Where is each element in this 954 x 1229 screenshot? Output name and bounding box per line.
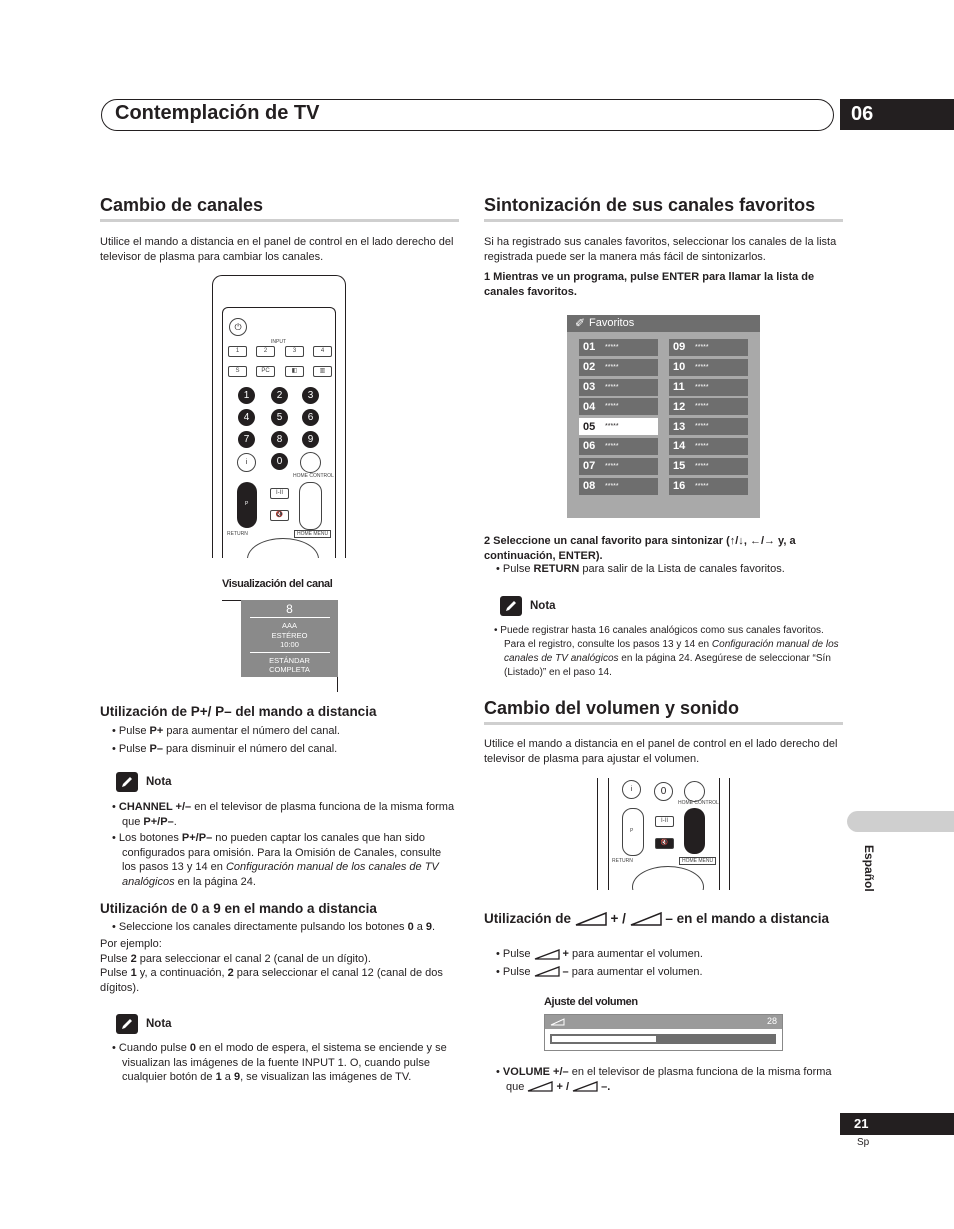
note-2-bullets: • Cuando pulse 0 en el modo de espera, el sistema se enciende y se visualizan las imágenes de la fuente INPUT 1. O, cuando pulse cualquier botón de 1 a 9, se visualizan las imágenes de TV. <box>112 1042 447 1083</box>
favorite-channel-name: ***** <box>605 482 619 490</box>
s-button[interactable]: S <box>228 366 247 377</box>
input-button-4[interactable]: 4 <box>313 346 332 357</box>
favorite-channel-item[interactable] <box>579 438 658 455</box>
page-language: Sp <box>857 1137 870 1148</box>
return-label: RETURN <box>612 858 633 864</box>
volume-icon <box>527 1081 553 1092</box>
remote-control-volume-illustration <box>597 778 730 890</box>
channel-display-line4: ESTÁNDAR <box>269 655 310 665</box>
favorite-channel-name: ***** <box>695 423 709 431</box>
intro-favoritos: Si ha registrado sus canales favoritos, seleccionar los canales de la lista registrada puede ser la manera más fácil de sintonizarlos. <box>484 236 837 263</box>
section-title-favoritos: Sintonización de sus canales favoritos <box>484 195 816 215</box>
volume-display-header <box>545 1015 782 1029</box>
home-control-label: HOME CONTROL <box>293 473 334 479</box>
volume-caption: Ajuste del volumen <box>544 996 638 1008</box>
volume-note: • VOLUME +/– en el televisor de plasma funciona de la misma forma que + / –. <box>496 1066 832 1093</box>
channel-display-line3: 10:00 <box>250 640 330 653</box>
channel-display-caption: Visualización del canal <box>222 578 333 590</box>
chapter-number: 06 <box>840 99 954 130</box>
power-icon[interactable]: ⏻ <box>229 318 247 336</box>
favorite-channel-name: ***** <box>605 443 619 450</box>
number-button-8[interactable]: 8 <box>271 431 288 448</box>
number-button-5[interactable]: 5 <box>271 409 288 426</box>
favorite-channel-number: 10 <box>673 361 686 374</box>
bullet-0-9: • Seleccione los canales directamente pulsando los botones 0 a 9. <box>112 921 436 933</box>
screen-mode-icon[interactable]: ◧ <box>285 366 304 377</box>
number-button-2[interactable]: 2 <box>271 387 288 404</box>
step-2-bullet: • Pulse RETURN para salir de la Lista de canales favoritos. <box>496 563 785 575</box>
volume-icon <box>572 1081 598 1092</box>
volume-fill <box>552 1036 656 1042</box>
page-number: 21 <box>840 1113 954 1135</box>
favorite-channel-item[interactable] <box>669 398 748 415</box>
volume-icon <box>575 912 607 926</box>
return-label: RETURN <box>227 531 248 537</box>
volume-track <box>550 1034 776 1044</box>
section-title-cambio-canales: Cambio de canales <box>100 195 264 215</box>
favorite-channel-number: 05 <box>583 420 596 433</box>
favorite-channel-item[interactable] <box>669 418 748 435</box>
favorite-channel-item[interactable] <box>579 359 658 376</box>
favorite-channel-name: ***** <box>695 443 709 450</box>
favorite-channel-item[interactable] <box>579 398 658 415</box>
favorites-icon: ✐ <box>575 316 586 330</box>
mute-icon[interactable]: 🔇 <box>655 838 674 849</box>
favorite-channel-number: 08 <box>583 480 596 492</box>
favorite-channel-number: 07 <box>583 460 596 473</box>
note-pencil-icon <box>500 596 522 616</box>
volume-rocker[interactable] <box>684 808 705 854</box>
note-3-bullets: • Puede registrar hasta 16 canales analógicos como sus canales favoritos. Para el registro, consulte los pasos 13 y 14 en Configuración manual de los canales de TV analógicos en la página 24. Asegúrese de seleccionar “Sín (Listado)” en el paso 14. <box>494 625 839 678</box>
step-1: 1 Mientras ve un programa, pulse ENTER para llamar la lista de canales favoritos. <box>484 271 815 298</box>
favorites-title: Favoritos <box>589 317 635 329</box>
volume-display <box>544 1014 783 1051</box>
note-pencil-icon <box>116 772 138 792</box>
channel-display-line1: AAA <box>281 621 297 630</box>
favorite-channel-name: ***** <box>605 383 619 391</box>
note-heading-3: Nota <box>500 596 556 616</box>
section-rule <box>484 722 843 725</box>
note-heading-2: Nota <box>116 1014 172 1034</box>
p-label: P <box>245 501 249 507</box>
example-text: Por ejemplo: Pulse 2 para seleccionar el canal 2 (canal de un dígito). Pulse 1 y, a continuación, 2 para seleccionar el canal 12 (canal de dos dígitos). <box>100 938 443 994</box>
favorite-channel-item[interactable] <box>579 339 658 356</box>
number-button-1[interactable]: 1 <box>238 387 255 404</box>
channel-display <box>241 600 338 677</box>
favorite-channel-item[interactable] <box>579 418 658 435</box>
favorite-channel-name: ***** <box>695 383 709 391</box>
intro-volumen: Utilice el mando a distancia en el panel de control en el lado derecho del televisor de plasma para ajustar el volumen. <box>484 738 838 765</box>
favorites-header <box>567 315 760 332</box>
favorite-channel-item[interactable] <box>669 339 748 356</box>
channel-display-line2: ESTÉREO <box>271 630 308 640</box>
intro-cambio-canales: Utilice el mando a distancia en el panel de control en el lado derecho del televisor de plasma para cambiar los canales. <box>100 236 454 263</box>
volume-rocker[interactable] <box>299 482 322 530</box>
home-control-button[interactable] <box>684 781 705 802</box>
number-button-9[interactable]: 9 <box>302 431 319 448</box>
favorite-channel-name: ***** <box>695 403 709 411</box>
home-menu-label: HOME MENU <box>294 530 331 538</box>
favorite-channel-item[interactable] <box>669 438 748 455</box>
favorite-channel-number: 02 <box>583 361 596 374</box>
step-2: 2 Seleccione un canal favorito para sintonizar (↑/↓, ←/→ y, a continuación, ENTER). <box>484 535 796 562</box>
favorite-channel-name: ***** <box>605 363 619 371</box>
volume-value: 28 <box>766 1016 777 1026</box>
favorite-channel-name: ***** <box>695 462 709 470</box>
input-button-1[interactable]: 1 <box>228 346 247 357</box>
favorite-channel-item[interactable] <box>579 478 658 495</box>
volume-bullets: • Pulse + para aumentar el volumen. • Pulse – para aumentar el volumen. <box>496 948 703 978</box>
input-label: INPUT <box>271 339 286 345</box>
favorite-channel-number: 09 <box>673 341 686 354</box>
favorite-channel-item[interactable] <box>669 458 748 475</box>
language-label: Español <box>862 845 876 892</box>
home-menu-label: HOME MENU <box>679 857 716 865</box>
favorite-channel-number: 16 <box>673 480 686 492</box>
favorite-channel-item[interactable] <box>579 379 658 396</box>
favorite-channel-name: ***** <box>695 363 709 371</box>
pc-button[interactable]: PC <box>256 366 275 377</box>
favorite-channel-number: 13 <box>673 420 686 433</box>
info-icon[interactable]: i <box>622 780 641 799</box>
favorite-channel-number: 12 <box>673 400 686 413</box>
home-control-label: HOME CONTROL <box>678 800 719 806</box>
favorite-channel-item[interactable] <box>579 458 658 475</box>
favorite-channel-item[interactable] <box>669 379 748 396</box>
volume-icon <box>630 912 662 926</box>
section-rule <box>100 219 459 222</box>
volume-icon <box>534 966 560 977</box>
display-icon[interactable]: I-II <box>270 488 289 499</box>
favorite-channel-name: ***** <box>695 344 709 351</box>
split-screen-icon[interactable]: ▥ <box>313 366 332 377</box>
info-icon[interactable]: i <box>237 453 256 472</box>
channel-display-line5: COMPLETA <box>269 665 310 674</box>
favorite-channel-number: 01 <box>583 341 596 354</box>
number-button-3[interactable]: 3 <box>302 387 319 404</box>
section-rule <box>484 219 843 222</box>
section-title-volumen: Cambio del volumen y sonido <box>484 698 740 718</box>
number-button-6[interactable]: 6 <box>302 409 319 426</box>
number-button-0[interactable]: 0 <box>654 782 673 801</box>
input-button-3[interactable]: 3 <box>285 346 304 357</box>
home-control-button[interactable] <box>300 452 321 473</box>
subsection-title-0-9: Utilización de 0 a 9 en el mando a distancia <box>100 901 377 916</box>
volume-icon <box>550 1018 565 1026</box>
number-button-7[interactable]: 7 <box>238 431 255 448</box>
p-label: P <box>630 828 634 834</box>
note-pencil-icon <box>116 1014 138 1034</box>
favorite-channel-name: ***** <box>605 423 619 431</box>
remote-control-illustration <box>212 275 346 558</box>
favorite-channel-number: 14 <box>673 440 686 453</box>
favorites-panel <box>567 315 760 518</box>
subsection-title-p-plus-minus: Utilización de P+/ P– del mando a distancia <box>100 704 377 719</box>
page-title: Contemplación de TV <box>115 102 320 124</box>
favorite-channel-name: ***** <box>605 344 619 351</box>
favorite-channel-name: ***** <box>695 482 709 490</box>
favorite-channel-number: 04 <box>583 400 596 413</box>
note-1-bullets: • CHANNEL +/– en el televisor de plasma funciona de la misma forma que P+/P–. • Los botones P+/P– no pueden captar los canales que han sido configurados para omisión. Para la Omisión de Canales, consulte los pasos 13 y 14 en Configuración manual de los canales de TV analógicos en la página 24. <box>112 801 455 888</box>
language-tab <box>847 811 954 832</box>
channel-display-number: 8 <box>250 601 330 618</box>
number-button-0[interactable]: 0 <box>271 453 288 470</box>
favorite-channel-number: 06 <box>583 440 596 453</box>
favorite-channel-number: 15 <box>673 460 686 473</box>
bullets-p-plus-minus: • Pulse P+ para aumentar el número del canal. • Pulse P– para disminuir el número del canal. <box>112 725 340 755</box>
subsection-title-volume: Utilización de + / – en el mando a distancia <box>484 911 829 926</box>
number-button-4[interactable]: 4 <box>238 409 255 426</box>
display-icon[interactable]: I-II <box>655 816 674 827</box>
mute-icon[interactable]: 🔇 <box>270 510 289 521</box>
input-button-2[interactable]: 2 <box>256 346 275 357</box>
favorite-channel-item[interactable] <box>669 478 748 495</box>
favorite-channel-number: 03 <box>583 381 596 393</box>
favorite-channel-name: ***** <box>605 462 619 470</box>
favorite-channel-item[interactable] <box>669 359 748 376</box>
note-heading-1: Nota <box>116 772 172 792</box>
volume-icon <box>534 949 560 960</box>
favorite-channel-number: 11 <box>673 381 685 393</box>
favorite-channel-name: ***** <box>605 403 619 411</box>
